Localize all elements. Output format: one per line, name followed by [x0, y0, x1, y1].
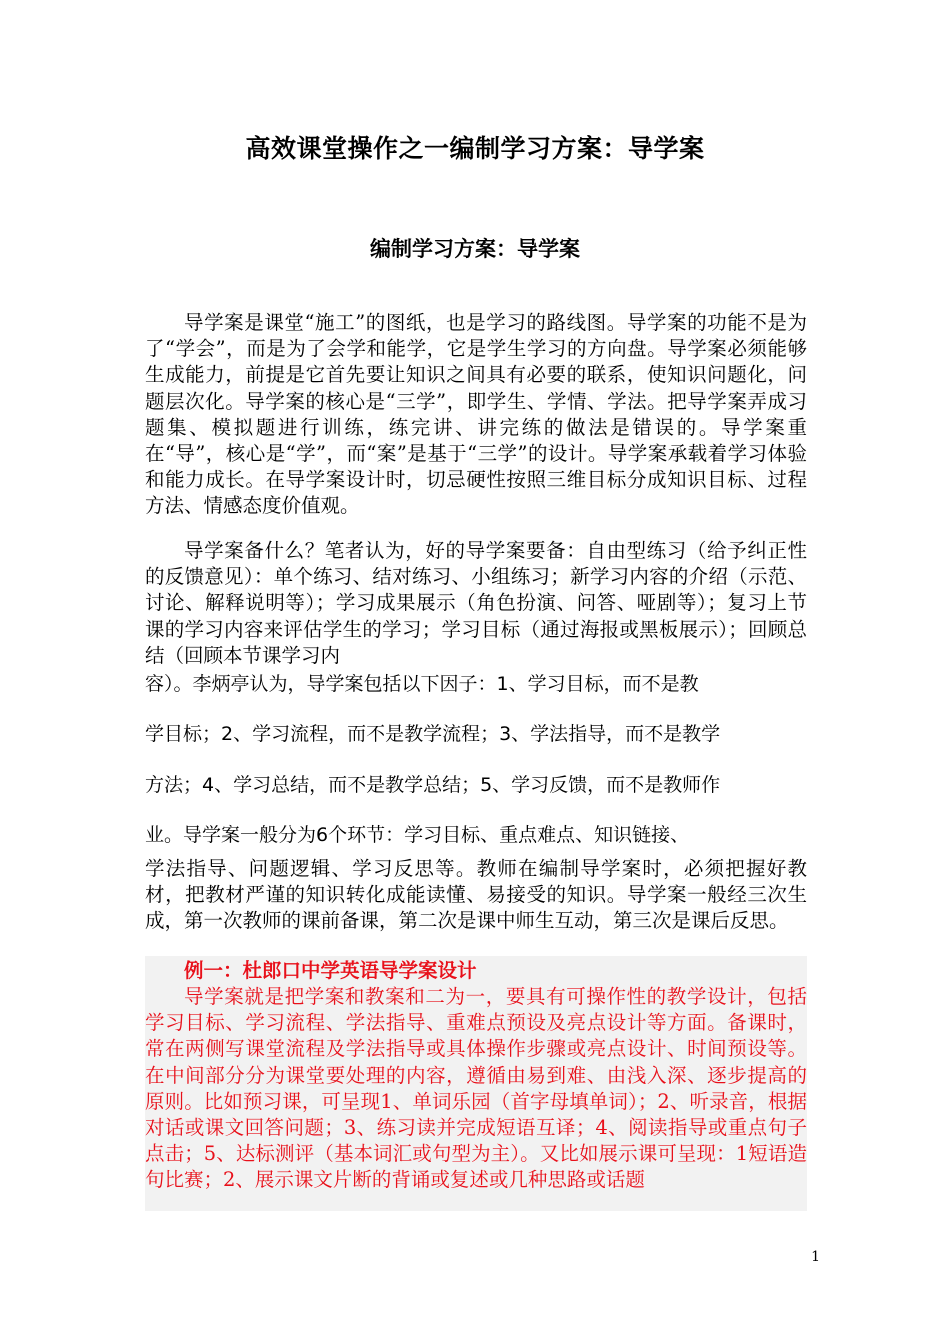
example-heading: 例一：杜郎口中学英语导学案设计 — [184, 959, 477, 982]
example-body: 导学案就是把学案和教案和二为一，要具有可操作性的教学设计，包括学习目标、学习流程、学法指导、重难点预设及亮点设计等方面。备课时，常在两侧写课堂流程及学法指导或具体操作步骤或亮点设计、时间预设等。在中间部分分为课堂要处理的内容，遵循由易到难、由浅入深、逐步提高的原则。比如预习课，可呈现1、单词乐园（首字母填单词）；2、听录音，根据对话或课文回答问题；3、练习读并完成短语互译；4、阅读指导或重点句子点击；5、达标测评（基本词汇或句型为主）。又比如展示课可呈现：1短语造句比赛；2、展示课文片断的背诵或复述或几种思路或话题 — [145, 985, 807, 1192]
paragraph-factors-line-3: 方法；4、学习总结，而不是教学总结；5、学习反馈，而不是教师作 — [145, 774, 721, 796]
paragraph-intro: 导学案是课堂“施工”的图纸，也是学习的路线图。导学案的功能不是为了“学会”，而是为了会学和能学，它是学生学习的方向盘。导学案必须能够生成能力，前提是它首先要让知识之间具有必要的联系，使知识问题化，问题层次化。导学案的核心是“三学”，即学生、学情、学法。把导学案弄成习题集、模拟题进行训练，练完讲、讲完练的做法是错误的。导学案重在“导”，核心是“学”，而“案”是基于“三学”的设计。导学案承载着学习体验和能力成长。在导学案设计时，切忌硬性按照三维目标分成知识目标、过程方法、情感态度价值观。 — [145, 311, 807, 518]
paragraph-factors-line-1: 容）。李炳亭认为，导学案包括以下因子：1、学习目标，而不是教 — [145, 673, 699, 695]
document-subtitle: 编制学习方案：导学案 — [370, 236, 580, 261]
paragraph-factors-line-4: 业。导学案一般分为6个环节：学习目标、重点难点、知识链接、 — [145, 824, 690, 846]
page-number: 1 — [811, 1249, 820, 1265]
paragraph-preparation: 导学案备什么？笔者认为，好的导学案要备：自由型练习（给予纠正性的反馈意见）：单个练习、结对练习、小组练习；新学习内容的介绍（示范、讨论、解释说明等）；学习成果展示（角色扮演、问答、哑剧等）；复习上节课的学习内容来评估学生的学习；学习目标（通过海报或黑板展示）；回顾总结（回顾本节课学习内 — [145, 539, 807, 667]
document-title: 高效课堂操作之一编制学习方案：导学案 — [245, 134, 705, 163]
paragraph-factors-line-2: 学目标；2、学习流程，而不是教学流程；3、学法指导，而不是教学 — [145, 723, 721, 745]
paragraph-steps: 学法指导、问题逻辑、学习反思等。教师在编制导学案时，必须把握好教材，把教材严谨的知识转化成能读懂、易接受的知识。导学案一般经三次生成，第一次教师的课前备课，第二次是课中师生互动，第三次是课后反思。 — [145, 857, 807, 933]
